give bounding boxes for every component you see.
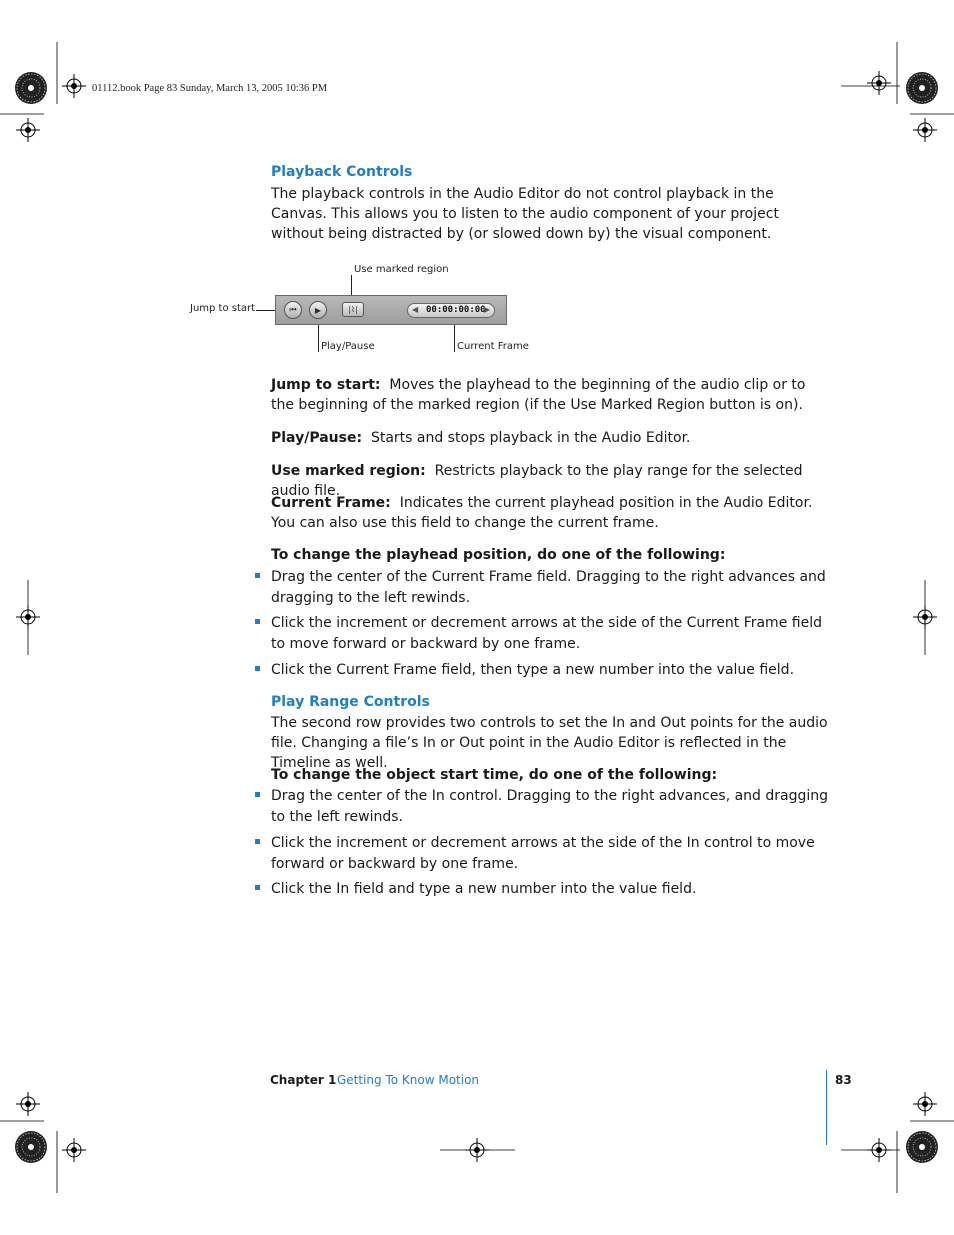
callout-jump-to-start: Jump to start	[190, 303, 256, 314]
definition-term: Play/Pause:	[271, 430, 363, 446]
section-body-playback: The playback controls in the Audio Editor do not control playback in the Canvas. This allows you to listen to the audio component of your project without being distracted by (or slowed down by) the visual component.	[271, 186, 779, 242]
callout-current-frame: Current Frame	[457, 341, 529, 352]
definition-text: Indicates the current playhead position in the Audio Editor. You can also use this field to change the current frame.	[271, 495, 813, 531]
definition-text: Starts and stops playback in the Audio Editor.	[370, 430, 691, 446]
callout-use-marked-region: Use marked region	[354, 264, 449, 275]
bullet-marker	[255, 839, 260, 844]
list-item: Drag the center of the Current Frame field. Dragging to the right advances and dragging to the left rewinds.	[271, 569, 826, 606]
skip-back-icon: ⏮	[289, 305, 297, 314]
footer-chapter: Chapter 1	[270, 1073, 337, 1087]
task-lead-playhead: To change the playhead position, do one of the following:	[271, 547, 726, 563]
bullet-marker	[255, 666, 260, 671]
page-number: 83	[835, 1073, 852, 1087]
list-item: Click the increment or decrement arrows at the side of the Current Frame field to move forward or backward by one frame.	[271, 615, 822, 652]
section-heading-play-range-controls: Play Range Controls	[271, 694, 430, 710]
definition-text: Moves the playhead to the beginning of the audio clip or to the beginning of the marked region (if the Use Marked Region button is on).	[271, 377, 806, 413]
bullet-marker	[255, 573, 260, 578]
list-item: Click the Current Frame field, then type a new number into the value field.	[271, 662, 795, 678]
section-heading-playback-controls: Playback Controls	[271, 164, 413, 180]
increment-arrow-icon[interactable]: ▶	[483, 305, 490, 314]
definition-text: Restricts playback to the play range for the selected audio file.	[271, 463, 803, 499]
definition-jump-to-start	[271, 375, 831, 415]
current-frame-value: 00:00:00:00	[426, 305, 486, 315]
decrement-arrow-icon[interactable]: ◀	[412, 305, 419, 314]
list-item: Click the increment or decrement arrows at the side of the In control to move forward or backward by one frame.	[271, 835, 815, 872]
definition-play-pause	[271, 428, 831, 448]
definition-term: Jump to start:	[271, 377, 381, 393]
bullet-marker	[255, 885, 260, 890]
footer-divider	[826, 1070, 827, 1145]
definition-term: Current Frame:	[271, 495, 391, 511]
bullet-marker	[255, 792, 260, 797]
use-marked-region-button[interactable]	[342, 302, 364, 317]
play-icon: ▶	[314, 305, 322, 315]
list-item: Click the In field and type a new number into the value field.	[271, 881, 697, 897]
play-pause-button[interactable]	[309, 301, 327, 319]
callout-play-pause: Play/Pause	[321, 341, 375, 352]
section-body-play-range: The second row provides two controls to set the In and Out points for the audio file. Changing a file’s In or Out point in the Audio Editor is reflected in the Timeline as well.	[271, 715, 828, 771]
footer-chapter-title: Getting To Know Motion	[337, 1073, 480, 1087]
definition-current-frame	[271, 493, 831, 533]
bullet-marker	[255, 619, 260, 624]
marked-region-icon: |⌇|	[348, 305, 358, 314]
list-item: Drag the center of the In control. Dragging to the right advances, and dragging to the left rewinds.	[271, 788, 829, 825]
jump-to-start-button[interactable]	[284, 301, 302, 319]
print-slug: 01112.book Page 83 Sunday, March 13, 2005 10:36 PM	[92, 83, 328, 94]
current-frame-field[interactable]	[407, 303, 495, 318]
playback-control-bar	[275, 295, 507, 325]
task-lead-start-time: To change the object start time, do one of the following:	[271, 767, 718, 783]
definition-term: Use marked region:	[271, 463, 426, 479]
